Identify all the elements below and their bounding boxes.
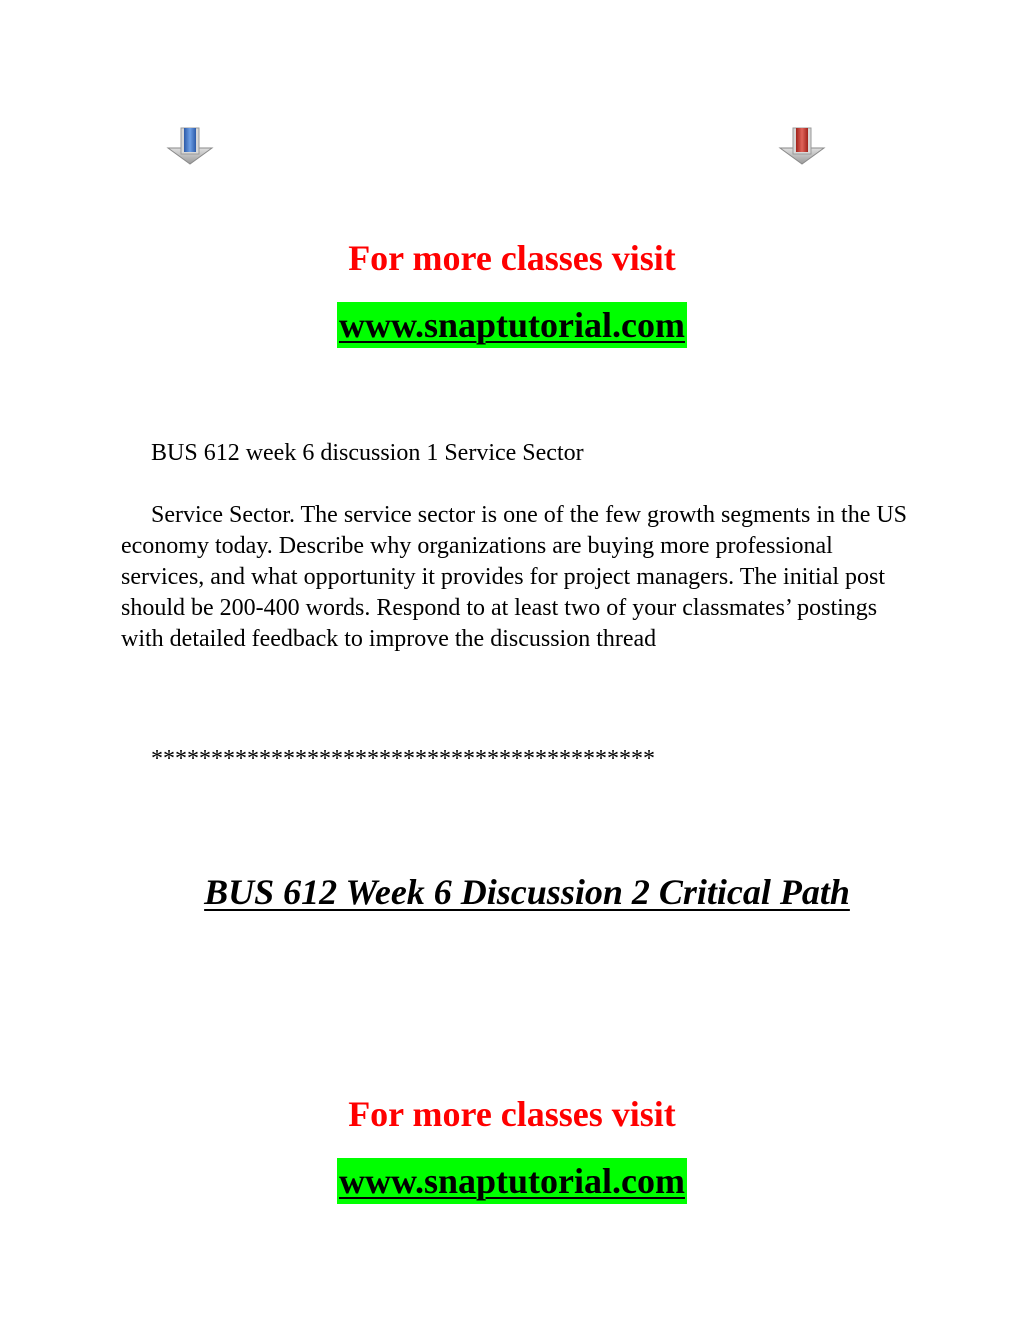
promo-link-top-wrap [0, 302, 1024, 348]
discussion1-body: Service Sector. The service sector is one of the few growth segments in the US economy today. Describe why organizations are buying more professional services, and what opportunity it provides for project managers. The initial post should be 200-400 words. Respond to at least two of your classmates’ postings with detailed feedback to improve the discussion thread [121, 502, 908, 652]
promo-link-bottom-wrap [0, 1158, 1024, 1204]
separator-stars: ****************************************** [151, 746, 655, 772]
discussion2-title: BUS 612 Week 6 Discussion 2 Critical Path [204, 872, 850, 912]
promo-heading-bottom: For more classes visit [348, 1094, 676, 1134]
down-arrow-red-icon [776, 126, 828, 166]
discussion1-title: BUS 612 week 6 discussion 1 Service Sector [151, 440, 584, 466]
promo-link-bottom[interactable]: www.snaptutorial.com [337, 1158, 687, 1204]
promo-heading-top: For more classes visit [348, 238, 676, 278]
promo-link-top[interactable]: www.snaptutorial.com [337, 302, 687, 348]
down-arrow-blue-icon [164, 126, 216, 166]
